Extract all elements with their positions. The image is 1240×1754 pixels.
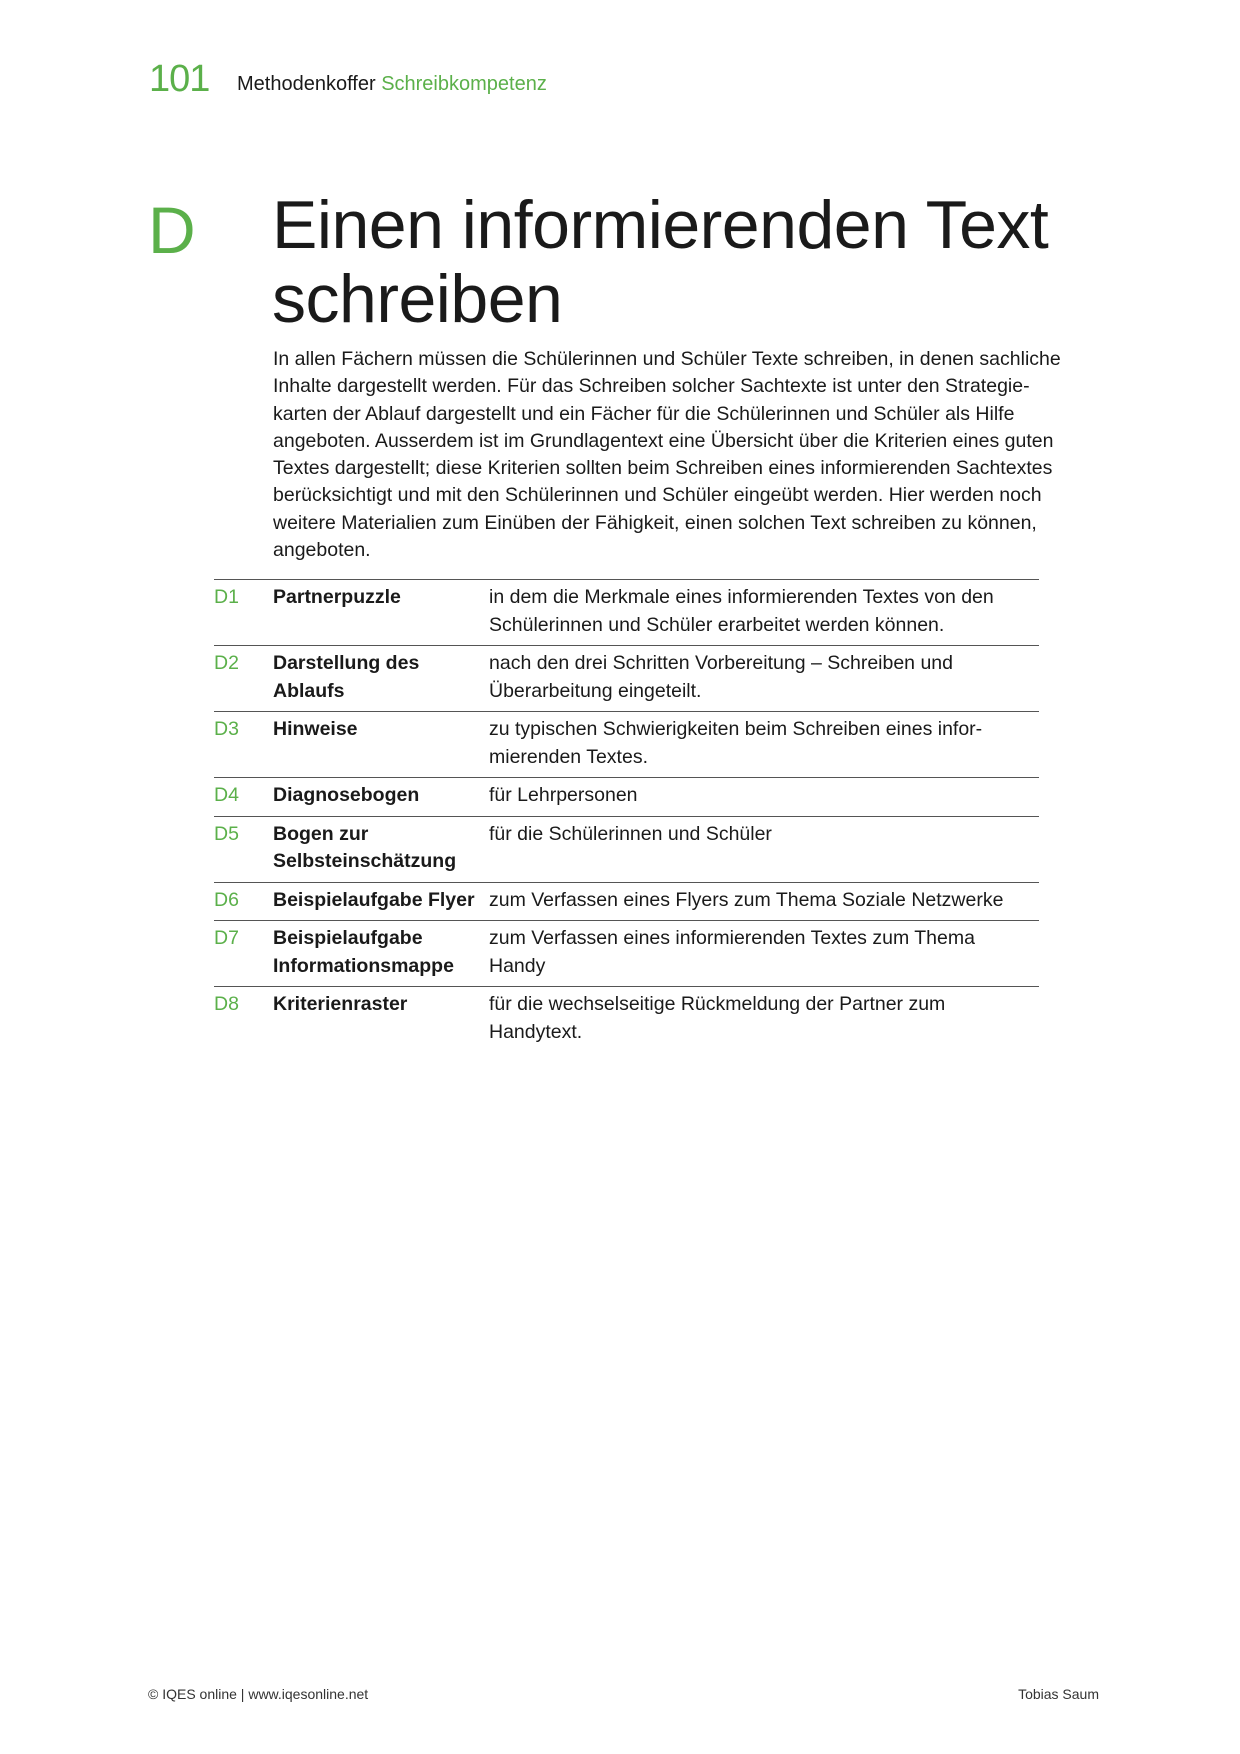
table-row [214,816,1039,882]
running-header [237,73,547,96]
material-description-line: zum Verfassen eines Flyers zum Thema Soziale Netzwerke [489,888,1004,911]
material-name-line: Informationsmappe [273,954,454,977]
material-description-line: für Lehrpersonen [489,784,638,806]
material-name-line: Beispielaufgabe [273,927,423,949]
material-description-line: in dem die Merkmale eines informierenden Textes von den [489,586,994,608]
material-description-line: Handy [489,954,546,977]
page-title [272,188,1048,336]
table-row [214,645,1039,711]
footer-author: Tobias Saum [1018,1686,1099,1702]
material-name [273,650,488,705]
material-description [489,584,1049,639]
material-description [489,991,1049,1046]
intro-line: In allen Fächern müssen die Schülerinnen und Schüler Texte schreiben, in denen sachliche [273,348,1061,370]
material-description-line: Handytext. [489,1020,583,1043]
material-name-line: Bogen zur [273,822,369,845]
material-description-line: Schülerinnen und Schüler erarbeitet werden können. [489,613,945,636]
intro-line: angeboten. Ausserdem ist im Grundlagentext eine Übersicht über die Kriterien eines guten [273,429,1054,452]
material-name [273,887,488,915]
material-name [273,925,488,980]
material-description-line: zum Verfassen eines informierenden Textes zum Thema [489,927,975,949]
table-row [214,986,1039,1052]
intro-line: berücksichtigt und mit den Schülerinnen und Schüler eingeübt werden. Hier werden noch [273,484,1042,507]
material-description-line: für die Schülerinnen und Schüler [489,822,772,845]
material-description [489,716,1049,771]
intro-paragraph [273,346,1061,564]
page-number: 101 [149,58,210,100]
material-name-line: Kriterienraster [273,993,408,1015]
material-name-line: Beispielaufgabe Flyer [273,888,475,911]
intro-line: Inhalte dargestellt werden. Für das Schreiben solcher Sachtexte ist unter den Strategie- [273,375,1030,398]
title-line: schreiben [272,261,563,337]
material-code: D4 [214,784,239,806]
material-description-line: mierenden Textes. [489,745,648,768]
material-name-line: Selbsteinschätzung [273,850,457,872]
table-row [214,777,1039,816]
material-description-line: nach den drei Schritten Vorbereitung – Schreiben und [489,652,953,674]
material-name [273,991,488,1019]
table-row [214,711,1039,777]
material-code: D1 [214,586,239,608]
material-description [489,925,1049,980]
material-description-line: Überarbeitung eingeteilt. [489,679,702,702]
materials-table [214,579,1039,1052]
material-code: D2 [214,652,239,674]
material-description [489,782,1049,810]
material-description-line: zu typischen Schwierigkeiten beim Schreiben eines infor- [489,718,983,740]
section-letter: D [148,193,196,267]
intro-line: karten der Ablauf dargestellt und ein Fächer für die Schülerinnen und Schüler als Hilfe [273,402,1015,425]
title-line: Einen informierenden Text [272,187,1049,263]
material-name-line: Darstellung des [273,652,420,674]
material-name [273,584,488,612]
material-description [489,887,1049,915]
material-code: D6 [214,888,239,911]
material-name [273,821,488,876]
material-description [489,650,1049,705]
table-row [214,920,1039,986]
intro-line: angeboten. [273,539,371,562]
material-code: D3 [214,718,239,740]
book-title-accent: Schreibkompetenz [381,73,547,95]
material-code: D5 [214,822,239,845]
intro-line: weitere Materialien zum Einüben der Fähigkeit, einen solchen Text schreiben zu können, [273,511,1037,534]
material-name-line: Hinweise [273,718,358,740]
intro-line: Textes dargestellt; diese Kriterien sollten beim Schreiben eines informierenden Sachtextes [273,457,1053,480]
material-description-line: für die wechselseitige Rückmeldung der Partner zum [489,993,946,1015]
table-row [214,579,1039,645]
material-name-line: Ablaufs [273,679,345,702]
footer-copyright: © IQES online | www.iqesonline.net [148,1686,369,1702]
material-name-line: Diagnosebogen [273,784,420,806]
material-code: D7 [214,927,239,949]
table-row [214,882,1039,921]
material-name [273,716,488,744]
material-name [273,782,488,810]
material-code: D8 [214,993,239,1015]
material-description [489,821,1049,849]
book-title: Methodenkoffer [237,73,376,95]
material-name-line: Partnerpuzzle [273,586,401,608]
